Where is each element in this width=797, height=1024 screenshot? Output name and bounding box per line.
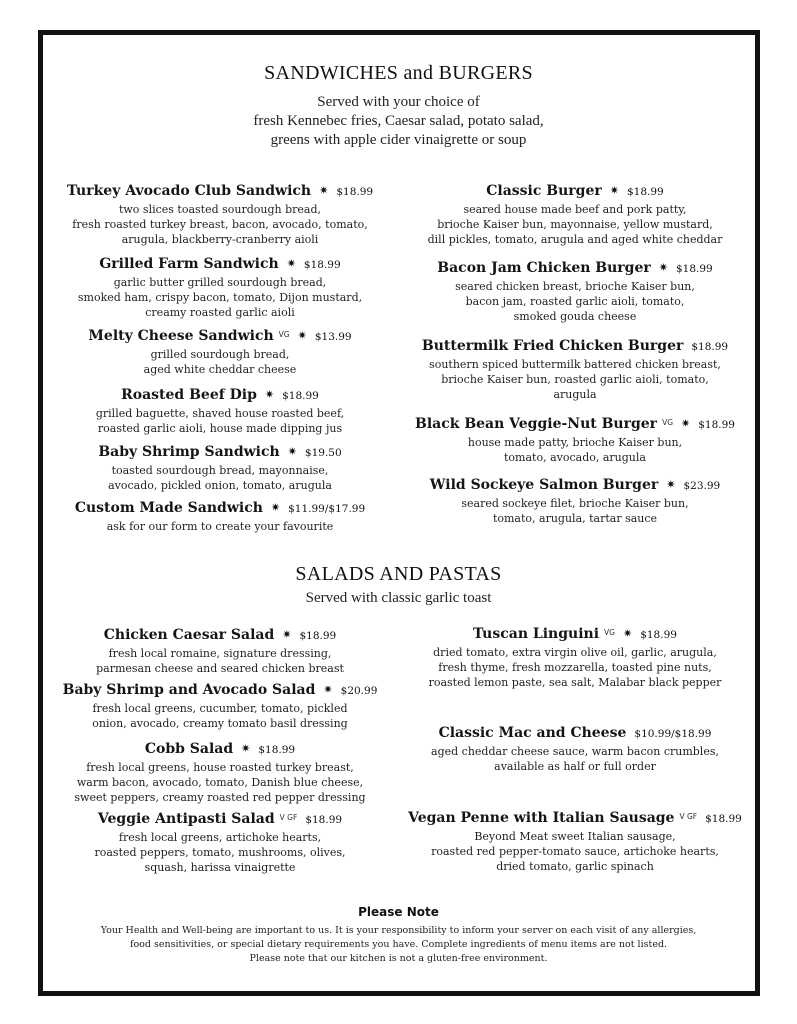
- star-icon: ✷: [622, 627, 633, 640]
- star-icon: ✷: [270, 501, 281, 514]
- star-icon: ✷: [319, 184, 329, 197]
- menu-item-name: Roasted Beef Dip: [121, 387, 257, 403]
- menu-item-name: Bacon Jam Chicken Burger: [437, 260, 651, 276]
- menu-item: [405, 722, 745, 774]
- menu-item-header: [50, 679, 390, 701]
- menu-item-description: [50, 347, 390, 377]
- menu-item-description: [50, 760, 390, 805]
- star-icon: ✷: [282, 628, 292, 641]
- menu-item-name: Veggie Antipasti Salad: [97, 811, 275, 827]
- description-line: brioche Kaiser bun, roasted garlic aioli, tomato,: [441, 373, 709, 386]
- note-text: [70, 924, 727, 966]
- description-line: brioche Kaiser bun, mayonnaise, yellow mustard,: [437, 218, 713, 231]
- menu-item-price: $18.99: [258, 744, 296, 756]
- menu-item-price: $13.99: [314, 331, 352, 343]
- description-line: Beyond Meat sweet Italian sausage,: [474, 830, 676, 843]
- dietary-tag: V GF: [279, 813, 298, 822]
- menu-item-description: [50, 275, 390, 320]
- menu-item-header: [405, 257, 745, 279]
- star-icon: ✷: [658, 261, 668, 274]
- menu-item-header: [50, 384, 390, 406]
- description-line: onion, avocado, creamy tomato basil dressing: [92, 717, 348, 730]
- description-line: roasted lemon paste, sea salt, Malabar black pepper: [428, 676, 722, 689]
- menu-item-header: [405, 335, 745, 357]
- description-line: fresh roasted turkey breast, bacon, avocado, tomato,: [72, 218, 368, 231]
- menu-item-description: [50, 202, 390, 247]
- dietary-tag: VG: [662, 418, 674, 427]
- menu-item-name: Cobb Salad: [144, 741, 234, 757]
- salads-subtitle: Served with classic garlic toast: [305, 590, 492, 606]
- menu-item-description: [405, 645, 745, 690]
- menu-item-description: [50, 519, 390, 534]
- menu-item-price: $18.99: [626, 186, 664, 198]
- menu-item-price: $18.99: [705, 813, 742, 825]
- sandwiches-title: SANDWICHES and BURGERS: [264, 62, 533, 84]
- menu-item: [50, 253, 390, 320]
- star-icon: ✷: [297, 329, 307, 342]
- dietary-tag: V GF: [679, 812, 698, 821]
- star-icon: ✷: [323, 683, 333, 696]
- note-line: food sensitivities, or special dietary requirements you have. Complete ingredients of menu items are not listed.: [129, 939, 668, 950]
- description-line: roasted garlic aioli, house made dipping jus: [97, 422, 343, 435]
- description-line: seared house made beef and pork patty,: [463, 203, 687, 216]
- menu-item-header: [50, 441, 390, 463]
- note-line: Your Health and Well-being are important to us. It is your responsibility to inform your server on each visit of any allergies,: [100, 925, 697, 936]
- dietary-tag: VG: [604, 628, 615, 637]
- menu-item-description: [405, 202, 745, 247]
- menu-item-header: [50, 497, 390, 519]
- description-line: aged white cheddar cheese: [143, 363, 297, 376]
- menu-item-description: [405, 829, 745, 874]
- menu-item-name: Buttermilk Fried Chicken Burger: [421, 338, 684, 354]
- menu-item-header: [50, 180, 390, 202]
- description-line: parmesan cheese and seared chicken breast: [96, 662, 344, 675]
- menu-item-name: Tuscan Linguini: [473, 626, 600, 642]
- menu-item-name: Baby Shrimp Sandwich: [98, 444, 280, 460]
- subtitle-line: Served with your choice of: [317, 94, 480, 110]
- description-line: fresh local greens, cucumber, tomato, pickled: [92, 702, 348, 715]
- description-line: two slices toasted sourdough bread,: [118, 203, 322, 216]
- menu-item-name: Custom Made Sandwich: [74, 500, 263, 516]
- description-line: garlic butter grilled sourdough bread,: [113, 276, 327, 289]
- menu-item-header: [405, 722, 745, 744]
- menu-item-price: $18.99: [691, 341, 729, 353]
- menu-item: [405, 257, 745, 324]
- description-line: house made patty, brioche Kaiser bun,: [467, 436, 683, 449]
- menu-item-description: [405, 279, 745, 324]
- menu-item-description: [405, 357, 745, 402]
- description-line: grilled sourdough bread,: [150, 348, 290, 361]
- star-icon: ✷: [609, 184, 619, 197]
- description-line: arugula: [553, 388, 597, 401]
- menu-item-name: Wild Sockeye Salmon Burger: [429, 477, 659, 493]
- description-line: squash, harissa vinaigrette: [144, 861, 296, 874]
- menu-item-name: Classic Burger: [486, 183, 602, 199]
- menu-item-description: [50, 406, 390, 436]
- menu-item-price: $23.99: [683, 480, 721, 492]
- description-line: smoked ham, crispy bacon, tomato, Dijon mustard,: [77, 291, 363, 304]
- menu-item-header: [405, 623, 745, 645]
- description-line: arugula, blackberry-cranberry aioli: [121, 233, 319, 246]
- description-line: roasted red pepper-tomato sauce, artichoke hearts,: [431, 845, 719, 858]
- menu-item: [50, 679, 390, 731]
- menu-item-price: $18.99: [305, 814, 343, 826]
- menu-item-header: [50, 808, 390, 830]
- star-icon: ✷: [666, 478, 676, 491]
- description-line: fresh local greens, house roasted turkey breast,: [86, 761, 354, 774]
- menu-item-name: Vegan Penne with Italian Sausage: [408, 810, 675, 826]
- menu-item: [50, 624, 390, 676]
- menu-item-description: [50, 701, 390, 731]
- menu-item-price: $18.99: [336, 186, 374, 198]
- star-icon: ✷: [264, 388, 275, 401]
- description-line: ask for our form to create your favourite: [106, 520, 334, 533]
- menu-item-price: $18.99: [282, 390, 319, 402]
- menu-item-price: $20.99: [340, 685, 378, 697]
- menu-item: [50, 441, 390, 493]
- menu-item-name: Black Bean Veggie-Nut Burger: [415, 416, 658, 432]
- menu-item-name: Grilled Farm Sandwich: [99, 256, 279, 272]
- description-line: warm bacon, avocado, tomato, Danish blue cheese,: [76, 776, 364, 789]
- description-line: roasted peppers, tomato, mushrooms, olives,: [94, 846, 346, 859]
- description-line: grilled baguette, shaved house roasted beef,: [95, 407, 345, 420]
- description-line: fresh local greens, artichoke hearts,: [118, 831, 322, 844]
- menu-item-description: [50, 830, 390, 875]
- star-icon: ✷: [681, 417, 691, 430]
- description-line: seared sockeye filet, brioche Kaiser bun,: [461, 497, 689, 510]
- menu-item-price: $18.99: [698, 419, 735, 431]
- star-icon: ✷: [241, 742, 251, 755]
- description-line: sweet peppers, creamy roasted red pepper dressing: [74, 791, 366, 804]
- description-line: toasted sourdough bread, mayonnaise,: [111, 464, 329, 477]
- menu-item-price: $18.99: [299, 630, 337, 642]
- description-line: fresh thyme, fresh mozzarella, toasted pine nuts,: [438, 661, 712, 674]
- menu-item-header: [405, 807, 745, 829]
- salads-title: SALADS AND PASTAS: [295, 563, 502, 585]
- menu-item-price: $18.99: [303, 259, 341, 271]
- subtitle-line: fresh Kennebec fries, Caesar salad, potato salad,: [253, 113, 544, 129]
- menu-item-name: Melty Cheese Sandwich: [88, 328, 274, 344]
- description-line: southern spiced buttermilk battered chicken breast,: [429, 358, 721, 371]
- note-line: Please note that our kitchen is not a gluten-free environment.: [249, 953, 548, 964]
- menu-item: [50, 325, 390, 377]
- menu-item: [405, 335, 745, 402]
- sandwiches-subtitle: [0, 93, 797, 150]
- description-line: seared chicken breast, brioche Kaiser bun,: [455, 280, 695, 293]
- menu-item: [405, 413, 745, 465]
- menu-item-header: [50, 738, 390, 760]
- menu-item-description: [405, 496, 745, 526]
- menu-item: [405, 474, 745, 526]
- menu-item: [405, 807, 745, 874]
- description-line: dill pickles, tomato, arugula and aged white cheddar: [427, 233, 723, 246]
- menu-item-name: Baby Shrimp and Avocado Salad: [62, 682, 316, 698]
- menu-item: [50, 180, 390, 247]
- description-line: fresh local romaine, signature dressing,: [108, 647, 332, 660]
- menu-item-description: [50, 463, 390, 493]
- star-icon: ✷: [286, 257, 296, 270]
- description-line: creamy roasted garlic aioli: [145, 306, 295, 319]
- menu-item-description: [50, 646, 390, 676]
- menu-item-header: [50, 253, 390, 275]
- menu-item-header: [50, 325, 390, 347]
- menu-item-name: Turkey Avocado Club Sandwich: [66, 183, 312, 199]
- menu-item: [50, 738, 390, 805]
- description-line: dried tomato, extra virgin olive oil, garlic, arugula,: [433, 646, 717, 659]
- menu-item: [50, 808, 390, 875]
- description-line: dried tomato, garlic spinach: [496, 860, 654, 873]
- description-line: avocado, pickled onion, tomato, arugula: [108, 479, 332, 492]
- dietary-tag: VG: [278, 330, 290, 339]
- description-line: tomato, avocado, arugula: [504, 451, 646, 464]
- menu-item: [405, 180, 745, 247]
- menu-item-description: [405, 435, 745, 465]
- menu-item: [50, 384, 390, 436]
- subtitle-line: greens with apple cider vinaigrette or soup: [270, 132, 527, 148]
- menu-item-header: [50, 624, 390, 646]
- note-title: Please Note: [358, 905, 439, 919]
- description-line: bacon jam, roasted garlic aioli, tomato,: [465, 295, 685, 308]
- menu-item-price: $10.99/$18.99: [634, 728, 712, 740]
- menu-item: [50, 497, 390, 534]
- menu-item-name: Chicken Caesar Salad: [103, 627, 275, 643]
- menu-item-header: [405, 474, 745, 496]
- menu-item-name: Classic Mac and Cheese: [438, 725, 627, 741]
- menu-item-price: $19.50: [304, 447, 342, 459]
- description-line: smoked gouda cheese: [513, 310, 637, 323]
- menu-item-description: [405, 744, 745, 774]
- menu-item-header: [405, 180, 745, 202]
- description-line: available as half or full order: [494, 760, 656, 773]
- menu-item-price: $18.99: [675, 263, 713, 275]
- menu-item-price: $18.99: [640, 629, 677, 641]
- star-icon: ✷: [287, 445, 297, 458]
- menu-item-price: $11.99/$17.99: [288, 503, 366, 515]
- description-line: aged cheddar cheese sauce, warm bacon crumbles,: [431, 745, 719, 758]
- menu-item: [405, 623, 745, 690]
- description-line: tomato, arugula, tartar sauce: [492, 512, 658, 525]
- menu-item-header: [405, 413, 745, 435]
